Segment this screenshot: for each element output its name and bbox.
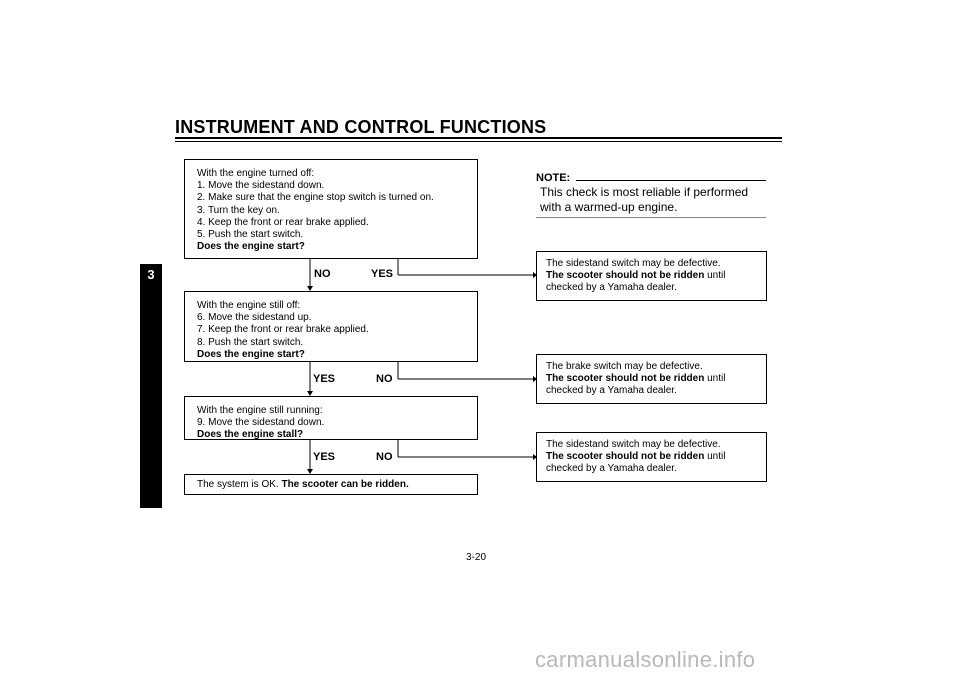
- step-box-4: [184, 474, 478, 495]
- result-line: The sidestand switch may be defective.: [546, 258, 721, 269]
- result-box-3: [536, 432, 767, 482]
- note-text: This check is most reliable if performed with a warmed-up engine.: [540, 185, 749, 214]
- step-line: With the engine turned off:: [197, 168, 315, 179]
- result-warning: The scooter should not be ridden: [546, 270, 705, 282]
- step-box-2: [184, 291, 478, 362]
- step-box-3: [184, 396, 478, 440]
- note-bottom-rule: [536, 217, 766, 218]
- branch-label-down: NO: [314, 268, 331, 280]
- result-line: The brake switch may be defective.: [546, 361, 703, 372]
- result-text-bold: The scooter can be ridden.: [281, 479, 409, 490]
- result-line-tail: until: [704, 373, 726, 385]
- step-line: 9. Move the sidestand down.: [197, 417, 325, 429]
- result-line: checked by a Yamaha dealer.: [546, 463, 677, 475]
- branch-label-right: YES: [371, 268, 394, 280]
- step-question: Does the engine start?: [197, 348, 305, 360]
- note-label: NOTE:: [536, 172, 571, 184]
- step-line: 7. Keep the front or rear brake applied.: [197, 324, 369, 336]
- result-box-2: [536, 354, 767, 404]
- step-line: 2. Make sure that the engine stop switch is turned on.: [197, 192, 434, 204]
- branch-label-down: YES: [313, 373, 336, 385]
- result-line: The sidestand switch may be defective.: [546, 439, 721, 450]
- result-warning: The scooter should not be ridden: [546, 451, 705, 463]
- page-title: INSTRUMENT AND CONTROL FUNCTIONS: [175, 117, 547, 137]
- result-warning: The scooter should not be ridden: [546, 373, 705, 385]
- result-text: The system is OK.: [197, 479, 282, 490]
- result-line-tail: until: [704, 451, 726, 463]
- step-line: 4. Keep the front or rear brake applied.: [197, 216, 369, 228]
- step-line: 3. Turn the key on.: [197, 204, 280, 216]
- branch-label-right: NO: [376, 373, 393, 385]
- step-line: With the engine still running:: [197, 405, 323, 416]
- result-line-tail: until: [704, 270, 726, 282]
- step-question: Does the engine stall?: [197, 429, 304, 441]
- result-line: checked by a Yamaha dealer.: [546, 282, 677, 294]
- note-rule: [576, 180, 766, 181]
- step-line: 8. Push the start switch.: [197, 336, 304, 348]
- result-line: checked by a Yamaha dealer.: [546, 385, 677, 397]
- page-number: 3-20: [466, 552, 487, 563]
- step-line: 5. Push the start switch.: [197, 229, 304, 241]
- step-box-1: [184, 159, 478, 259]
- branch-label-down: YES: [313, 451, 336, 463]
- step-line: 1. Move the sidestand down.: [197, 180, 325, 192]
- step-line: 6. Move the sidestand up.: [197, 312, 312, 324]
- branch-label-right: NO: [376, 451, 393, 463]
- step-line: With the engine still off:: [197, 300, 301, 311]
- step-question: Does the engine start?: [197, 241, 305, 253]
- section-tab: 3: [140, 264, 162, 508]
- result-box-1: [536, 251, 767, 301]
- watermark: carmanualsonline.info: [535, 647, 756, 672]
